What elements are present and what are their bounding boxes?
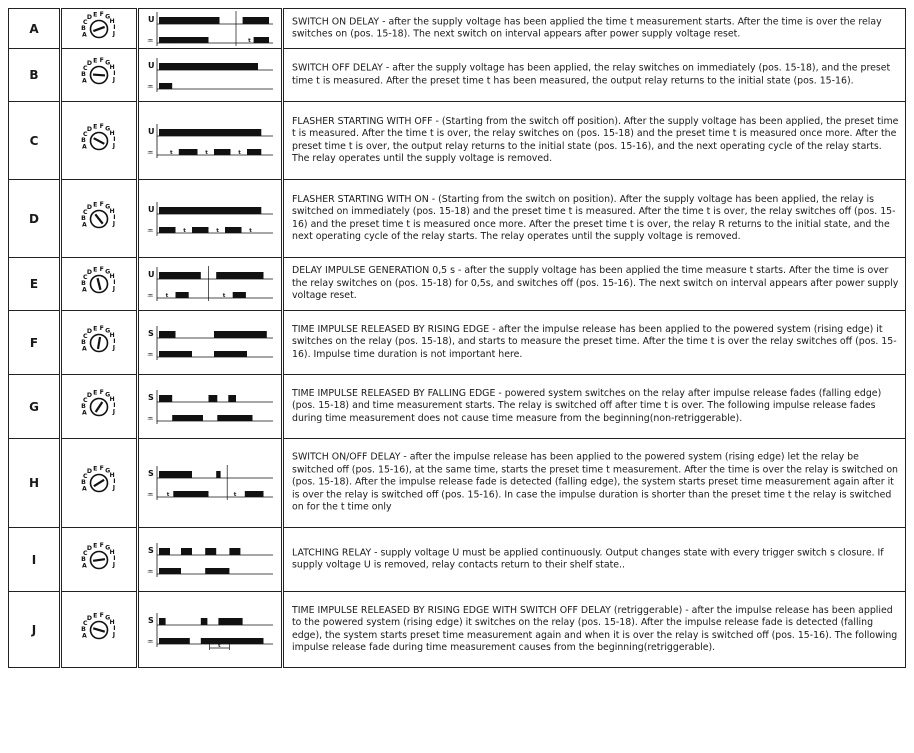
dial-label: J [112, 484, 116, 492]
description-cell [283, 438, 906, 528]
dial-label: A [82, 409, 87, 417]
dial-label: I [113, 624, 116, 632]
dial-label: I [113, 135, 116, 143]
table-row [8, 591, 906, 668]
dial-label: D [86, 327, 93, 335]
timing-diagram-cell [138, 257, 282, 311]
mode-dial-icon [77, 321, 121, 365]
dial-label: E [93, 541, 98, 549]
dial-label: F [99, 200, 104, 208]
relay-signal-pulse [214, 149, 231, 155]
table-row [8, 310, 906, 375]
dial-cell [61, 257, 137, 311]
mode-dial-icon [77, 7, 121, 51]
dial-label: I [113, 554, 116, 562]
function-letter: A [29, 21, 39, 36]
function-description: FLASHER STARTING WITH OFF - (Starting from the switch off position). After the supply voltage has been applied, the preset time t is measured. After the time t is over, the relay switches on (pos. 15-18) and the preset time t is measured once more. After the preset time t is over, the output relay returns to the initial state (pos. 15-16), and the next operating cycle of the relay starts. The relay operates until the supply voltage is removed. [292, 115, 899, 165]
dial-label: D [86, 125, 93, 133]
dial-label: D [86, 269, 93, 277]
dial-label: G [105, 543, 111, 551]
dial-label: C [83, 332, 88, 340]
dial-label: B [81, 338, 86, 346]
timing-diagram-cell [138, 101, 282, 180]
top-signal-label: S [148, 392, 154, 402]
dial-label: G [105, 467, 111, 475]
table-row [8, 257, 906, 311]
mode-dial-icon [77, 538, 121, 582]
top-signal-pulse [159, 129, 261, 136]
mode-dial-icon [77, 385, 121, 429]
table-row [8, 179, 906, 258]
dial-cell [61, 101, 137, 180]
description-cell [283, 48, 906, 102]
top-signal-pulse [216, 272, 263, 279]
dial-cell [61, 8, 137, 49]
time-t-label: t [166, 37, 170, 44]
function-letter-cell [8, 527, 60, 592]
function-letter: G [29, 399, 39, 414]
dial-label: D [86, 614, 93, 622]
function-description: SWITCH OFF DELAY - after the supply voltage has been applied, the relay switches on immediately (pos. 15-18), and the preset time t is measured. After the preset time t has been measured, the output relay returns to the initial state (pos. 15-16). [292, 62, 891, 86]
dial-label: G [105, 202, 111, 210]
relay-signal-pulse [173, 491, 208, 497]
relay-signal-label: ♒ [147, 567, 154, 576]
dial-label: G [105, 124, 111, 132]
relay-signal-pulse [192, 227, 209, 233]
table-row [8, 8, 906, 49]
function-letter: J [31, 622, 37, 637]
relay-signal-label: ♒ [147, 292, 154, 300]
dial-label: G [105, 12, 111, 20]
function-description: TIME IMPULSE RELEASED BY RISING EDGE - after the impulse release has been applied to the powered system (rising edge) it switches on the relay (pos. 15-18), and starts to measure the preset time. After the time t is over the relay switches off (pos. 15-16). Impulse time duration is not important here. [292, 323, 897, 360]
timing-diagram [139, 540, 283, 580]
time-t-label: t [216, 227, 219, 234]
dial-cell [61, 310, 137, 375]
top-signal-label: U [148, 204, 155, 214]
time-t-label: t [205, 149, 208, 156]
dial-label: F [99, 611, 104, 619]
dial-label: H [109, 548, 115, 556]
time-t-label: t [165, 293, 169, 299]
time-t-label: t [238, 149, 241, 156]
timing-diagram [139, 199, 283, 239]
dial-label: A [82, 221, 87, 229]
dial-label: D [86, 468, 93, 476]
description-cell [283, 8, 906, 49]
dial-label: H [109, 129, 115, 137]
dial-label: A [82, 562, 87, 570]
table-row [8, 48, 906, 102]
timing-diagram-cell [138, 179, 282, 258]
time-t-label: t [227, 638, 230, 645]
function-letter: C [29, 133, 39, 148]
function-description: FLASHER STARTING WITH ON - (Starting from the switch on position). After the supply voltage has been applied, the relay is switched on immediately (pos. 15-18) and the preset time t is measured. After the time t is over, the relay switches off (pos. 15-16) and the preset time t is measured once more. After the preset time t is over, the relay R returns to the initial state, and the next operating cycle of the relay starts. The relay operates until the supply voltage is removed. [292, 193, 896, 243]
relay-signal-pulse [159, 638, 190, 644]
top-signal-pulse [243, 17, 269, 24]
top-signal-label: U [148, 126, 155, 136]
time-t-label: t [233, 415, 237, 422]
relay-signal-pulse [159, 568, 181, 574]
timing-diagram [139, 121, 283, 161]
dial-label: F [99, 10, 104, 18]
dial-label: F [99, 122, 104, 130]
function-letter-cell [8, 179, 60, 258]
function-letter-cell [8, 438, 60, 528]
dial-label: A [82, 485, 87, 493]
top-signal-label: S [148, 545, 154, 555]
timing-diagram [139, 610, 283, 650]
dial-label: B [81, 136, 86, 144]
top-signal-pulse [159, 63, 258, 70]
function-description: SWITCH ON DELAY - after the supply voltage has been applied the time t measurement starts. After the time is over the relay switches on (pos. 15-18). The next switch on interval appears after power supply voltage reset. [292, 15, 882, 40]
dial-label: C [83, 396, 88, 404]
time-t-label: t [166, 492, 170, 498]
top-signal-label: U [148, 270, 155, 279]
dial-label: F [99, 324, 104, 332]
dial-label: B [81, 280, 86, 288]
timing-diagram [139, 9, 283, 49]
dial-label: F [99, 57, 104, 65]
table-row [8, 374, 906, 439]
dial-label: H [109, 273, 115, 281]
top-signal-pulse [159, 331, 176, 338]
dial-label: J [112, 142, 116, 150]
relay-signal-pulse [233, 292, 246, 298]
description-cell [283, 310, 906, 375]
dial-label: C [83, 65, 88, 73]
time-t-label: t [174, 351, 178, 358]
top-signal-pulse [201, 618, 208, 625]
description-cell [283, 527, 906, 592]
dial-label: I [113, 213, 116, 221]
relay-signal-label: ♒ [147, 83, 154, 91]
top-signal-pulse [159, 207, 261, 214]
dial-cell [61, 527, 137, 592]
dial-label: G [105, 390, 111, 398]
top-signal-pulse [228, 395, 236, 402]
function-letter-cell [8, 374, 60, 439]
timing-diagram-cell [138, 48, 282, 102]
dial-cell [61, 438, 137, 528]
relay-signal-label: ♒ [147, 226, 154, 235]
dial-label: I [113, 23, 116, 31]
dial-label: A [82, 286, 87, 294]
relay-signal-pulse [225, 227, 242, 233]
function-description: TIME IMPULSE RELEASED BY RISING EDGE WITH SWITCH OFF DELAY (retriggerable) - after the impulse release has been applied to the powered system (rising edge) it switches on the relay (pos. 15-18). After the impulse release fade is detected (falling edge), the system starts preset time measurement again and when it is over the relay is switched off (pos. 15-16). The following impulse release fade during time measurement causes from the beginning(retriggerable). [292, 604, 898, 654]
dial-label: I [113, 478, 116, 486]
mode-dial-icon [77, 262, 121, 306]
time-t-label: t [186, 415, 190, 422]
dial-label: C [83, 619, 88, 627]
dial-label: E [93, 10, 98, 18]
timing-diagram [139, 387, 283, 427]
top-signal-pulse [159, 618, 166, 625]
dial-label: B [81, 625, 86, 633]
function-letter: D [29, 211, 39, 226]
table-row [8, 438, 906, 528]
time-span-label: t [218, 642, 221, 649]
dial-label: H [109, 331, 115, 339]
dial-label: D [86, 203, 93, 211]
dial-cell [61, 179, 137, 258]
dial-label: J [112, 344, 116, 352]
dial-label: J [112, 76, 116, 84]
dial-label: B [81, 71, 86, 79]
dial-label: E [93, 324, 98, 332]
function-letter: B [29, 68, 39, 82]
timing-diagram-cell [138, 374, 282, 439]
relay-signal-pulse [205, 568, 229, 574]
timing-diagram-cell [138, 438, 282, 528]
dial-label: C [83, 130, 88, 138]
dial-cell [61, 374, 137, 439]
dial-label: E [93, 611, 98, 619]
dial-label: C [83, 18, 88, 26]
dial-label: A [82, 143, 87, 151]
top-signal-label: U [148, 61, 155, 70]
dial-label: H [109, 395, 115, 403]
relay-signal-pulse [245, 491, 264, 497]
timing-diagram-cell [138, 8, 282, 49]
dial-label: B [81, 24, 86, 32]
top-signal-pulse [229, 548, 240, 555]
dial-label: B [81, 479, 86, 487]
top-signal-pulse [159, 548, 170, 555]
dial-label: C [83, 549, 88, 557]
function-letter-cell [8, 48, 60, 102]
dial-label: J [112, 561, 116, 569]
top-signal-label: S [148, 615, 154, 625]
mode-dial-icon [77, 119, 121, 163]
dial-label: D [86, 13, 93, 21]
dial-label: D [86, 391, 93, 399]
relay-signal-label: ♒ [147, 350, 154, 359]
function-letter: I [31, 552, 37, 567]
function-description: DELAY IMPULSE GENERATION 0,5 s - after the supply voltage has been applied the time measure t starts. After the time is over the relay switches on (pos. 15-18) for 0,5s, and switches off (pos. 15-16). The next switch on interval appears after power supply voltage reset. [292, 265, 899, 302]
top-signal-pulse [181, 548, 192, 555]
relay-signal-pulse [176, 292, 189, 298]
mode-dial-icon [77, 608, 121, 652]
dial-label: D [86, 60, 93, 68]
function-description: SWITCH ON/OFF DELAY - after the impulse release has been applied to the powered system (rising edge) let the relay be switched off (pos. 15-16), at the same time, starts the preset time t measurement. After the time is over the relay is switched on (pos. 15-18). After the impulse release fade is detected (falling edge), the system starts preset time measurement again after it is over the relay is switched off (pos. 15-16). In case the impulse duration is shorter than the preset time t the relay is switched on for the t time only [292, 451, 898, 513]
dial-label: H [109, 472, 115, 480]
timing-diagram [139, 323, 283, 363]
function-letter: E [29, 277, 39, 291]
dial-label: A [82, 345, 87, 353]
relay-signal-label: ♒ [147, 414, 154, 423]
dial-label: G [105, 613, 111, 621]
dial-label: H [109, 207, 115, 215]
description-cell [283, 257, 906, 311]
description-cell [283, 179, 906, 258]
mode-dial-icon [77, 461, 121, 505]
time-t-label: t [170, 149, 173, 156]
timing-diagram [139, 463, 283, 503]
dial-label: G [105, 59, 111, 67]
timing-diagram [139, 264, 283, 304]
function-letter-cell [8, 257, 60, 311]
dial-label: D [86, 544, 93, 552]
dial-label: G [105, 268, 111, 276]
dial-label: A [82, 31, 87, 39]
relay-signal-pulse [159, 83, 172, 89]
timing-diagram [139, 55, 283, 95]
time-t-label: t [183, 227, 186, 234]
dial-label: F [99, 266, 104, 274]
timing-diagram-cell [138, 591, 282, 668]
relay-signal-pulse [201, 638, 264, 644]
top-signal-label: U [148, 14, 155, 24]
dial-label: J [112, 631, 116, 639]
time-t-label: t [233, 492, 237, 498]
dial-label: H [109, 64, 115, 72]
time-t-label: t [248, 37, 251, 44]
dial-label: E [93, 388, 98, 396]
dial-label: B [81, 402, 86, 410]
time-t-label: t [229, 351, 233, 358]
dial-label: I [113, 401, 116, 409]
function-description: TIME IMPULSE RELEASED BY FALLING EDGE - powered system switches on the relay after impulse release fades (falling edge)(pos. 15-18) and time measurement starts. The relay is switched off after time t is over. The following impulse release fades during time measurement does not cause time measure from the beginning(non-retriggerable). [292, 387, 882, 424]
dial-label: E [93, 200, 98, 208]
dial-label: B [81, 214, 86, 222]
relay-signal-label: ♒ [147, 491, 154, 499]
relay-signal-pulse [179, 149, 198, 155]
function-letter: F [29, 335, 39, 350]
dial-label: I [113, 337, 116, 345]
dial-label: J [112, 408, 116, 416]
function-letter-cell [8, 591, 60, 668]
relay-signal-pulse [247, 149, 261, 155]
dial-label: J [112, 30, 116, 38]
dial-label: J [112, 220, 116, 228]
relay-signal-label: ♒ [147, 36, 154, 45]
function-description: LATCHING RELAY - supply voltage U must be applied continuously. Output changes state with every trigger switch s closure. If supply voltage U is removed, relay contacts return to their shelf state.. [292, 546, 884, 571]
dial-label: F [99, 388, 104, 396]
dial-label: C [83, 473, 88, 481]
dial-label: H [109, 618, 115, 626]
dial-label: I [113, 70, 116, 78]
dial-label: E [93, 122, 98, 130]
top-signal-pulse [214, 331, 267, 338]
dial-label: I [113, 279, 116, 287]
top-signal-pulse [209, 395, 218, 402]
dial-cell [61, 591, 137, 668]
description-cell [283, 374, 906, 439]
top-signal-pulse [218, 618, 242, 625]
timing-diagram-cell [138, 310, 282, 375]
relay-signal-pulse [159, 227, 176, 233]
function-letter-cell [8, 101, 60, 180]
dial-label: A [82, 632, 87, 640]
time-t-label: t [170, 638, 173, 645]
dial-label: E [93, 465, 98, 473]
top-signal-pulse [159, 395, 172, 402]
top-signal-pulse [216, 471, 220, 478]
dial-label: C [83, 274, 88, 282]
dial-label: A [82, 77, 87, 85]
dial-label: F [99, 465, 104, 473]
top-signal-pulse [159, 17, 220, 24]
timing-diagram-cell [138, 527, 282, 592]
relay-signal-pulse [254, 37, 269, 43]
mode-dial-icon [77, 53, 121, 97]
dial-label: E [93, 57, 98, 65]
function-letter: H [28, 476, 40, 490]
top-signal-label: S [148, 328, 154, 338]
dial-cell [61, 48, 137, 102]
dial-pointer [93, 75, 105, 76]
top-signal-pulse [205, 548, 216, 555]
top-signal-label: S [148, 469, 154, 478]
function-letter-cell [8, 310, 60, 375]
relay-signal-label: ♒ [147, 148, 154, 157]
description-cell [283, 101, 906, 180]
time-t-label: t [222, 293, 226, 299]
dial-label: G [105, 326, 111, 334]
dial-label: C [83, 208, 88, 216]
time-t-label: t [249, 227, 252, 234]
dial-label: J [112, 285, 116, 293]
table-row [8, 527, 906, 592]
mode-dial-icon [77, 197, 121, 241]
function-letter-cell [8, 8, 60, 49]
top-signal-pulse [159, 471, 192, 478]
dial-label: E [93, 266, 98, 274]
table-row [8, 101, 906, 180]
dial-label: F [99, 541, 104, 549]
description-cell [283, 591, 906, 668]
relay-signal-label: ♒ [147, 637, 154, 646]
dial-label: H [109, 17, 115, 25]
dial-label: B [81, 555, 86, 563]
top-signal-pulse [159, 272, 201, 279]
